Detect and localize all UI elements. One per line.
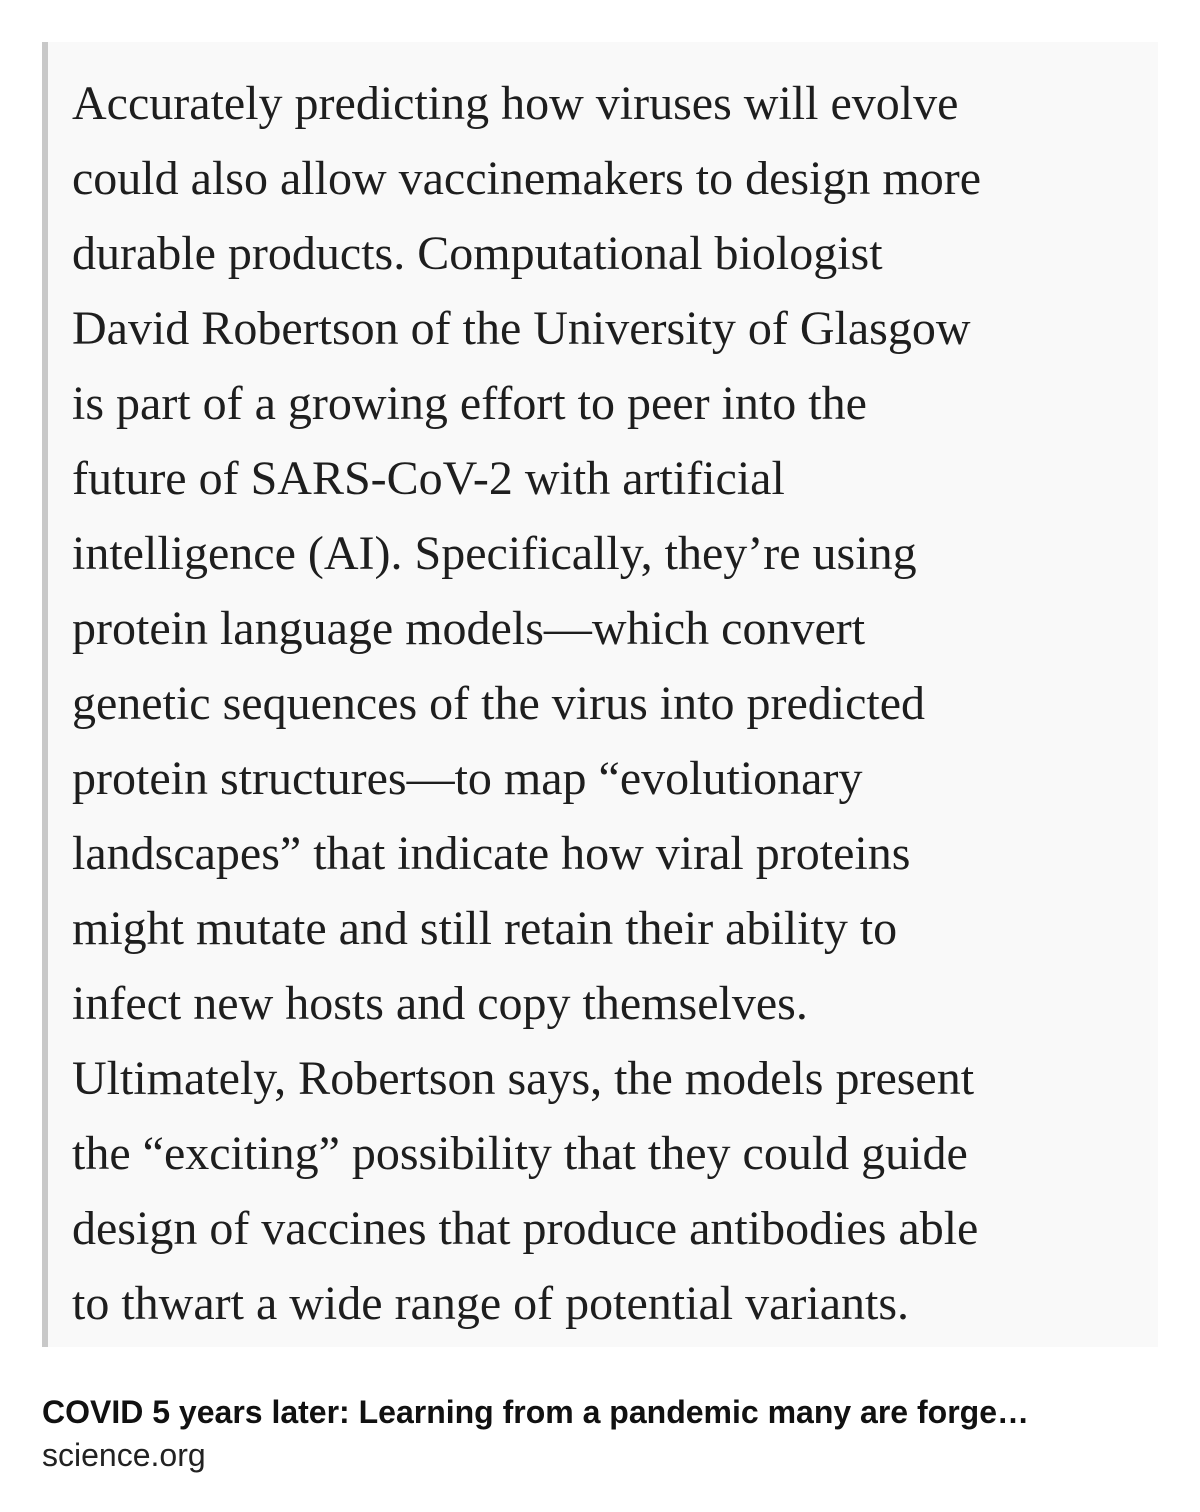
link-domain: science.org (42, 1437, 206, 1473)
blockquote (42, 42, 1158, 1347)
quote-line: David Robertson of the University of Glasgow (72, 302, 971, 355)
quote-line: design of vaccines that produce antibodies able (72, 1202, 979, 1255)
quote-line: the “exciting” possibility that they could guide (72, 1127, 968, 1180)
quote-line: landscapes” that indicate how viral proteins (72, 827, 911, 880)
quote-line: future of SARS-CoV-2 with artificial (72, 452, 785, 505)
quote-line: Ultimately, Robertson says, the models present (72, 1052, 975, 1105)
quote-line: could also allow vaccinemakers to design more (72, 152, 982, 205)
quote-line: intelligence (AI). Specifically, they’re using (72, 527, 917, 580)
quote-line: protein language models—which convert (72, 602, 866, 655)
link-title[interactable]: COVID 5 years later: Learning from a pandemic many are forge… (42, 1394, 1029, 1430)
quote-line: durable products. Computational biologist (72, 227, 883, 280)
quote-line: to thwart a wide range of potential variants. (72, 1277, 910, 1330)
quote-line: Accurately predicting how viruses will evolve (72, 77, 959, 130)
quote-line: is part of a growing effort to peer into the (72, 377, 867, 430)
link-preview-card[interactable] (42, 1390, 1158, 1475)
quote-line: might mutate and still retain their ability to (72, 902, 898, 955)
quote-line: infect new hosts and copy themselves. (72, 977, 808, 1030)
quote-line: protein structures—to map “evolutionary (72, 752, 863, 805)
quote-line: genetic sequences of the virus into predicted (72, 677, 926, 730)
